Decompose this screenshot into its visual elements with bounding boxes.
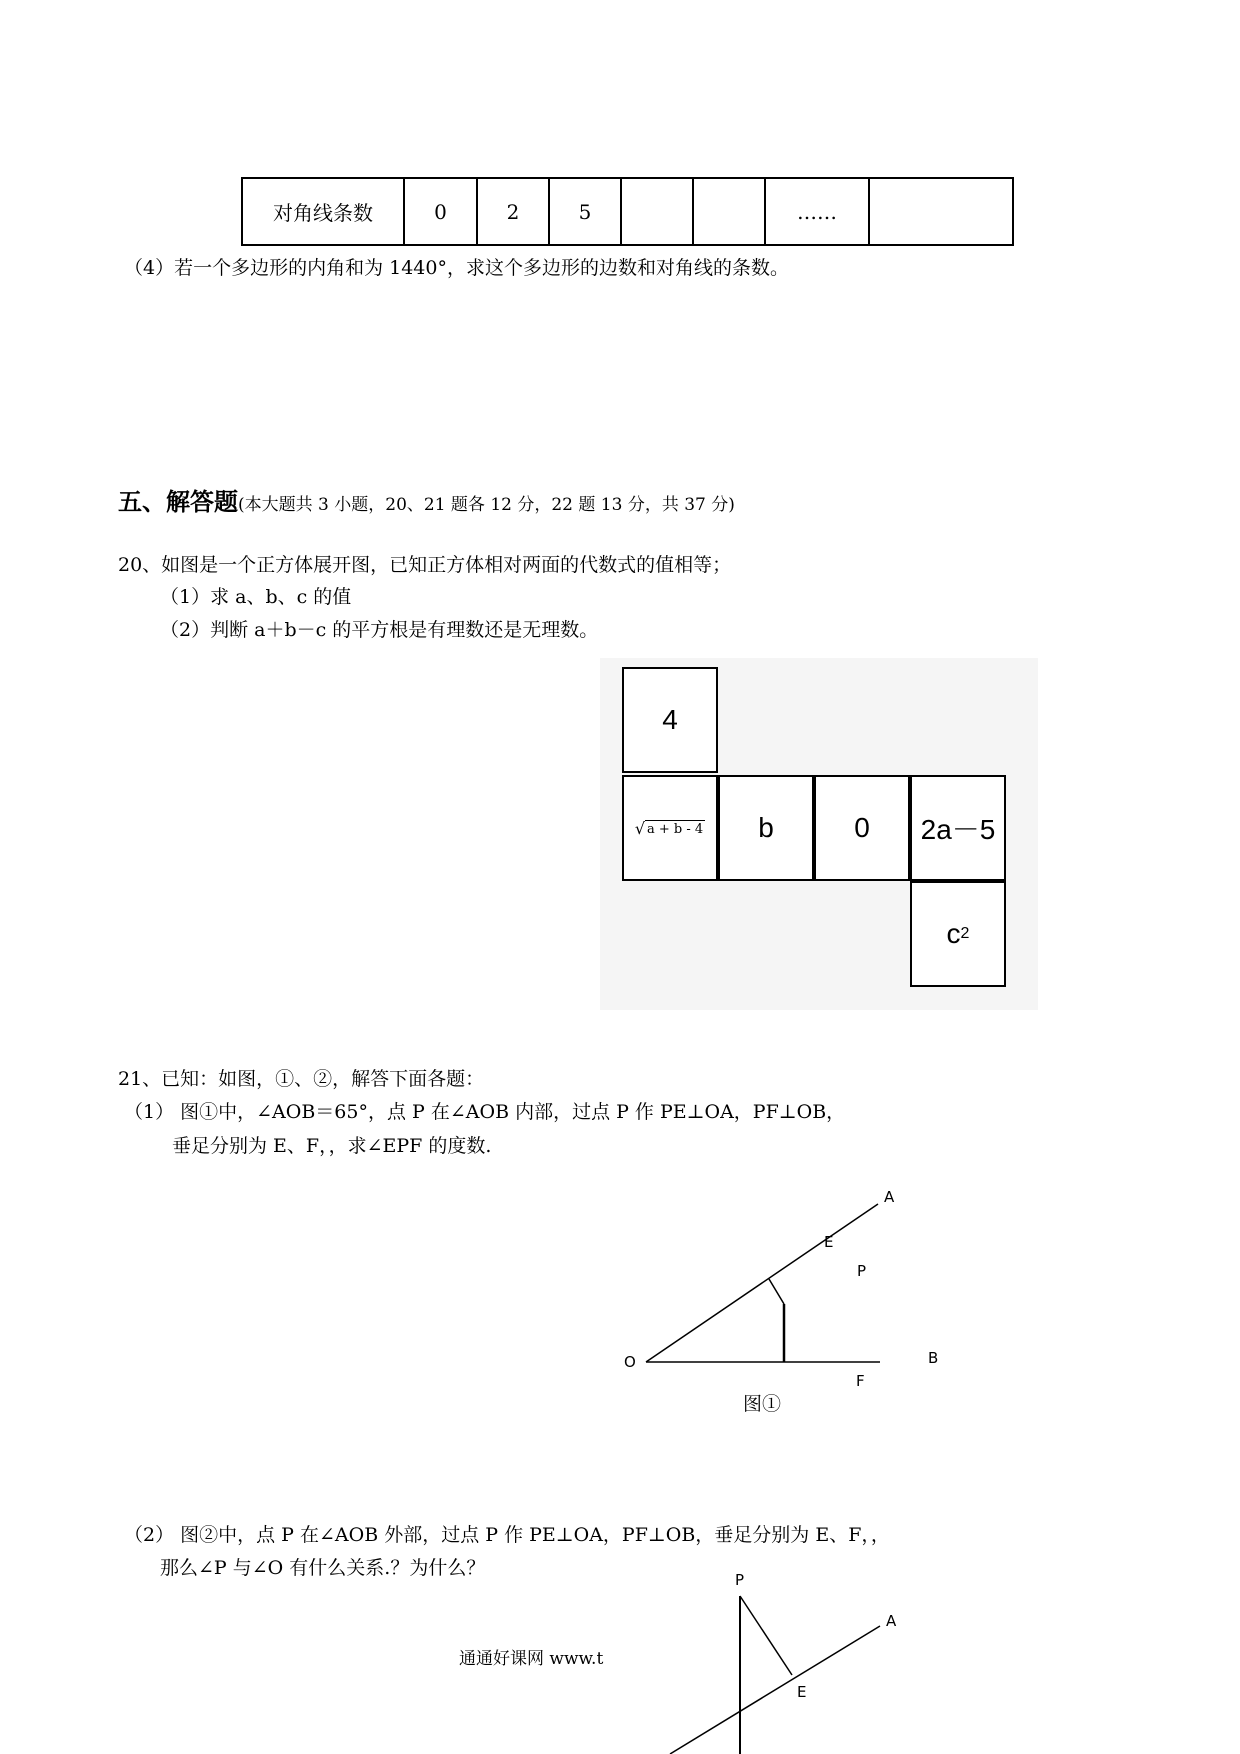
question-20-part1: （1）求 a、b、c 的值 [160,586,352,608]
c-exponent: 2 [960,925,970,942]
table-cell [869,178,1013,245]
footer-watermark: 通通好课网 www.t [459,1649,604,1669]
net-face-2a-minus-5: 2a－5 [910,775,1006,881]
question-20-part2: （2）判断 a＋b－c 的平方根是有理数还是无理数。 [160,619,599,641]
label-a: A [884,1188,895,1206]
diagonal-count-table [241,177,1014,246]
label-b: B [928,1349,939,1367]
table-cell [693,178,765,245]
figure-1 [600,1180,960,1410]
question-19-part4: （4）若一个多边形的内角和为 1440°，求这个多边形的边数和对角线的条数。 [124,257,789,279]
net-face-zero: 0 [814,775,910,881]
table-cell: …… [765,178,869,245]
label-f: F [856,1372,865,1390]
question-20-stem: 20、如图是一个正方体展开图，已知正方体相对两面的代数式的值相等； [118,554,732,576]
label-p: P [857,1262,867,1280]
ray-oa [646,1204,878,1362]
table-cell: 5 [549,178,621,245]
question-21-part1-line1: （1） 图①中，∠AOB＝65°，点 P 在∠AOB 内部，过点 P 作 PE⊥OA，PF⊥OB， [124,1101,846,1123]
table-cell: 2 [477,178,549,245]
table-row [242,178,1013,245]
question-21-part2-line1: （2） 图②中，点 P 在∠AOB 外部，过点 P 作 PE⊥OA，PF⊥OB，垂足分别为 E、F，， [124,1524,890,1546]
net-face-b: b [718,775,814,881]
sqrt-expression [635,820,705,837]
section-note: (本大题共 3 小题，20、21 题各 12 分，22 题 13 分，共 37 分) [238,495,735,515]
section-title: 五、解答题 [118,487,238,516]
ray-oa [670,1626,880,1754]
sqrt-symbol: √ [634,818,646,838]
question-21-part2-line2: 那么∠P 与∠O 有什么关系.？为什么？ [160,1557,486,1579]
net-face-c-squared [910,881,1006,987]
figure-2 [640,1560,920,1754]
label-o: O [624,1353,636,1371]
section-heading [118,482,735,517]
sqrt-radicand: a + b - 4 [647,821,704,837]
segment-pe [769,1279,784,1304]
net-face-sqrt [622,775,718,881]
label-p: P [735,1571,745,1589]
label-e: E [824,1233,834,1251]
c-base: c [946,918,961,949]
figure-1-caption: 图① [743,1393,782,1415]
net-face-top: 4 [622,667,718,773]
label-a: A [886,1612,897,1630]
table-cell [621,178,693,245]
table-cell: 0 [404,178,477,245]
segment-pe [740,1596,792,1675]
question-21-part1-line2: 垂足分别为 E、F，，求∠EPF 的度数. [172,1135,492,1157]
label-e: E [797,1683,807,1701]
question-21-stem: 21、已知：如图，①、②，解答下面各题： [118,1068,485,1090]
table-cell-header: 对角线条数 [242,178,404,245]
